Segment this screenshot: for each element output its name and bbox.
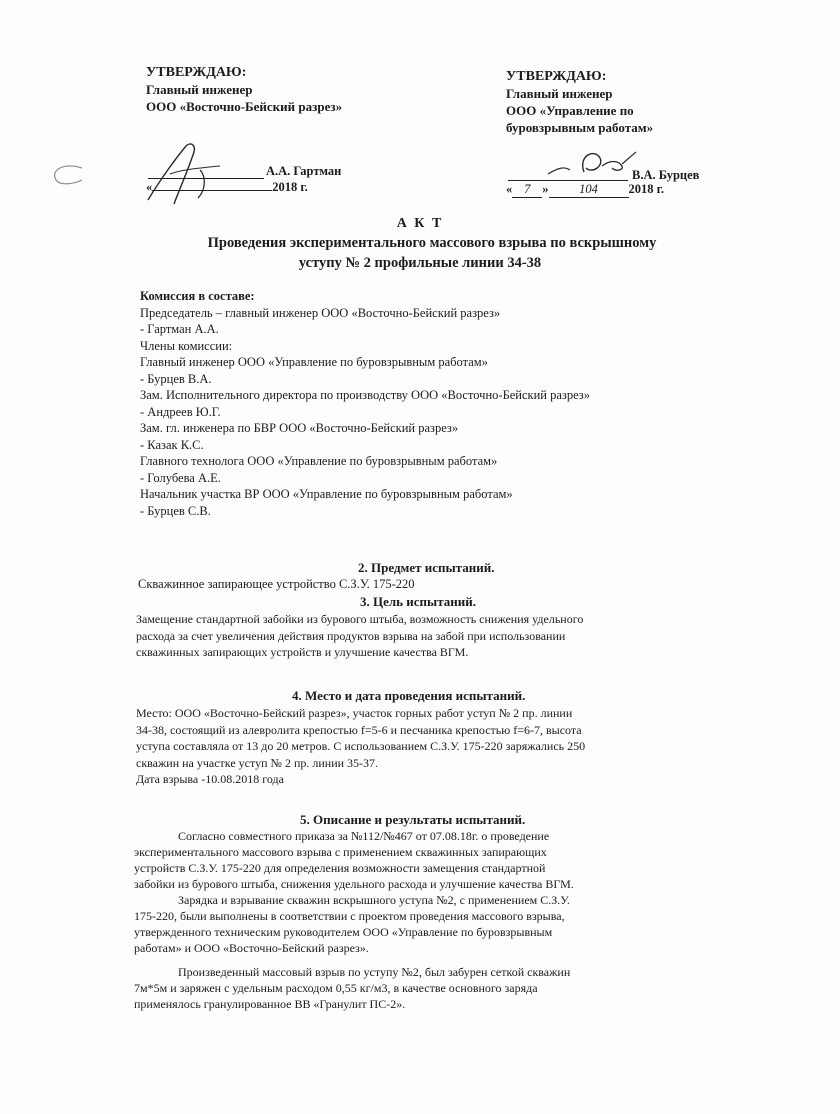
commission-line: Зам. Исполнительного директора по производству ООО «Восточно-Бейский разрез» — [140, 388, 590, 402]
section-3-text — [136, 611, 583, 661]
approval-left-date — [146, 180, 308, 195]
approval-right-company-2: буровзрывным работам» — [506, 120, 654, 135]
commission-line: - Гартман А.А. — [140, 322, 219, 336]
commission-line: Главного технолога ООО «Управление по буровзрывным работам» — [140, 454, 498, 468]
approval-right-day: 7 — [512, 182, 542, 198]
section-5-line: утвержденного техническим руководителем ООО «Управление по буровзрывным — [134, 925, 553, 939]
section-4-title: 4. Место и дата проведения испытаний. — [292, 688, 526, 703]
commission-block — [140, 288, 590, 519]
approval-left-heading: УТВЕРЖДАЮ: — [146, 65, 247, 80]
section-4-line: Место: ООО «Восточно-Бейский разрез», участок горных работ уступ № 2 пр. линии — [136, 706, 573, 720]
section-5-line: забойки из бурового штыба, снижения удельного расхода и улучшение качества ВГМ. — [134, 877, 574, 891]
approval-right-position: Главный инженер — [506, 86, 613, 101]
section-4-line: скважин на участке уступ № 2 пр. линии 35-37. — [136, 755, 379, 770]
commission-line: Главный инженер ООО «Управление по буровзрывным работам» — [140, 355, 488, 369]
approval-left-name: А.А. Гартман — [266, 164, 342, 178]
section-5-title: 5. Описание и результаты испытаний. — [300, 812, 526, 827]
date-quote-open: « — [146, 180, 153, 194]
section-2-text: Скважинное запирающее устройство С.З.У. 175-220 — [138, 577, 415, 591]
sign-underline-right — [508, 180, 628, 181]
section-5-line: Зарядка и взрывание скважин вскрышного уступа №2, с применением С.З.У. — [178, 893, 570, 907]
section-4-text — [136, 705, 585, 788]
section-3-line: скважинных запирающих устройств и улучшение качества ВГМ. — [136, 645, 469, 659]
section-5-text — [134, 828, 574, 1012]
approval-right-heading: УТВЕРЖДАЮ: — [506, 69, 607, 84]
section-5-line: 175-220, были выполнены в соответствии с проектом проведения массового взрыва, — [134, 909, 565, 923]
act-subtitle-2: уступу № 2 профильные линии 34-38 — [298, 255, 542, 271]
approval-left-position: Главный инженер — [146, 82, 253, 97]
commission-line: - Андреев Ю.Г. — [140, 404, 221, 419]
approval-right-name: В.А. Бурцев — [632, 168, 700, 182]
section-5-line: Согласно совместного приказа за №112/№467 от 07.08.18г. о проведение — [178, 829, 550, 843]
commission-line: Председатель – главный инженер ООО «Восточно-Бейский разрез» — [140, 305, 501, 320]
act-title: А К Т — [396, 216, 444, 231]
commission-line: - Казак К.С. — [140, 437, 204, 452]
section-3-line: Замещение стандартной забойки из бурового штыба, возможность снижения удельного — [136, 612, 584, 626]
section-5-line: работам» и ООО «Восточно-Бейский разрез». — [134, 941, 369, 955]
date-quote-close: » — [542, 182, 549, 196]
section-5-line: Произведенный массовый взрыв по уступу №2, был забурен сеткой скважин — [178, 965, 571, 979]
commission-line: Зам. гл. инженера по БВР ООО «Восточно-Бейский разрез» — [140, 421, 459, 435]
approval-right — [506, 68, 653, 136]
section-3-line: расхода за счет увеличения действия продуктов взрыва на забой при использовании — [136, 628, 566, 643]
commission-line: Начальник участка ВР ООО «Управление по буровзрывным работам» — [140, 487, 513, 501]
approval-right-year: 2018 г. — [628, 182, 665, 196]
section-5-line: экспериментального массового взрыва с применением скважинных запирающих — [134, 845, 547, 859]
commission-line: Члены комиссии: — [140, 338, 233, 353]
section-3-title: 3. Цель испытаний. — [360, 594, 476, 609]
section-4-line: 34-38, состоящий из алевролита крепостью f=5-6 и песчаника крепостью f=6-7, высота — [136, 722, 582, 737]
approval-right-date — [506, 182, 664, 198]
section-5-line: устройств С.З.У. 175-220 для определения возможности замещения стандартной — [134, 861, 546, 875]
commission-line: - Бурцев С.В. — [140, 503, 211, 518]
section-5-line: 7м*5м и заряжен с удельным расходом 0,55 кг/м3, в качестве основного заряда — [134, 981, 538, 995]
approval-left — [146, 64, 342, 115]
section-2-title: 2. Предмет испытаний. — [358, 560, 495, 575]
sign-underline-left — [148, 178, 264, 179]
section-4-line: уступа составляла от 13 до 20 метров. С использованием С.З.У. 175-220 заряжались 250 — [136, 739, 586, 753]
commission-line: - Голубева А.Е. — [140, 470, 221, 485]
commission-line: - Бурцев В.А. — [140, 371, 212, 386]
date-quote-open: « — [506, 182, 513, 196]
section-4-line: Дата взрыва -10.08.2018 года — [136, 772, 284, 786]
approval-left-company: ООО «Восточно-Бейский разрез» — [146, 99, 343, 114]
approval-right-company-1: ООО «Управление по — [506, 103, 634, 118]
approval-left-year: 2018 г. — [272, 180, 308, 194]
commission-heading: Комиссия в составе: — [140, 289, 255, 303]
section-5-line: применялось гранулированное ВВ «Гранулит ПС-2». — [134, 997, 406, 1011]
act-subtitle-1: Проведения экспериментального массового взрыва по вскрышному — [207, 235, 657, 251]
signature-gartman — [30, 140, 290, 210]
approval-right-month: 104 — [549, 182, 629, 198]
